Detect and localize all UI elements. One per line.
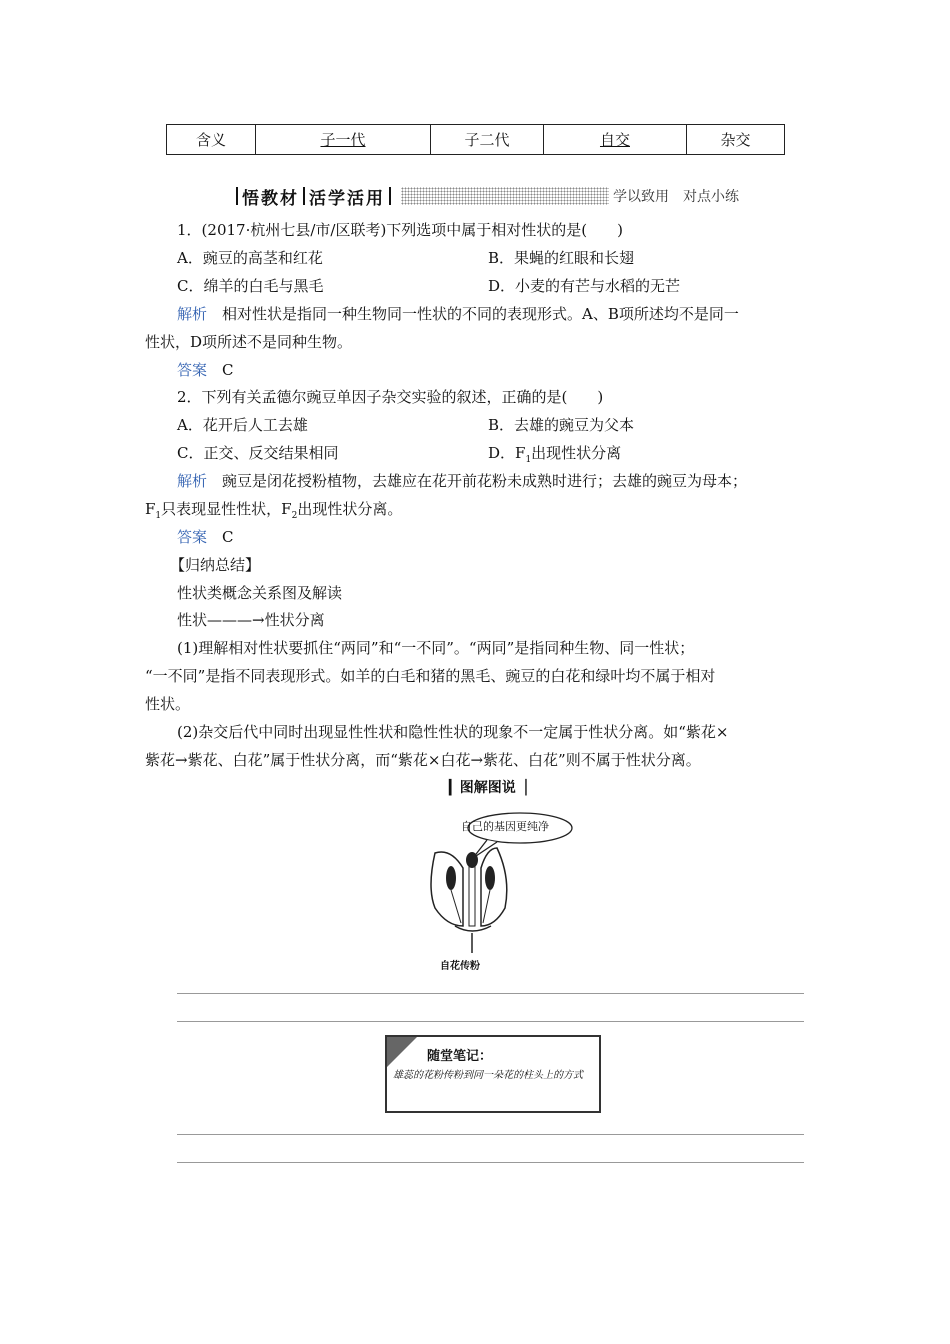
figure-caption: 自花传粉	[440, 961, 480, 972]
section-banner	[232, 185, 743, 207]
q1-option-d: D．小麦的有芒与水稻的无芒	[488, 277, 681, 295]
concept-table	[166, 124, 785, 155]
note-line	[177, 993, 804, 994]
corner-tab	[387, 1037, 417, 1067]
q2-analysis-cont: $F_1$只表现显性性状，$F_2$出现性状分离。	[145, 500, 403, 521]
note-line	[177, 1021, 804, 1022]
speech-bubble-text: 自己的基因更纯净	[461, 820, 549, 833]
q2-option-d: D．$F_1$出现性状分离	[488, 444, 622, 465]
q2-analysis: 解析 豌豆是闭花授粉植物，去雄应在花开前花粉未成熟时进行；去雄的豌豆为母本；	[177, 472, 748, 490]
q1-answer: 答案 C	[177, 361, 234, 379]
banner-right: 活学活用	[309, 188, 385, 209]
table-cell: 子二代	[431, 125, 544, 155]
summary-p1-line2: “一不同”是指不同表现形式。如羊的白毛和猪的黑毛、豌豆的白花和绿叶均不属于相对	[145, 667, 716, 685]
q1-stem: 1．(2017·杭州七县/市/区联考)下列选项中属于相对性状的是( )	[177, 221, 624, 239]
note-line	[177, 1134, 804, 1135]
table-cell: 含义	[167, 125, 256, 155]
table-cell: 子一代	[256, 125, 431, 155]
summary-title: 【归纳总结】	[170, 556, 261, 574]
summary-chain: 性状———→性状分离	[177, 611, 325, 629]
q1-option-c: C．绵羊的白毛与黑毛	[177, 277, 324, 295]
summary-p2: (2)杂交后代中同时出现显性性状和隐性性状的现象不一定属于性状分离。如“紫花×	[177, 723, 729, 741]
figure-header: ▎图解图说▕	[449, 780, 527, 796]
summary-subtitle: 性状类概念关系图及解读	[177, 584, 343, 602]
note-line	[177, 1162, 804, 1163]
q1-analysis: 解析 相对性状是指同一种生物同一性状的不同的表现形式。A、B项所述均不是同一	[177, 305, 739, 323]
banner-tag: 学以致用 对点小练	[609, 186, 743, 206]
summary-p2-line2: 紫花→紫花、白花”属于性状分离，而“紫花×白花→紫花、白花”则不属于性状分离。	[145, 751, 701, 769]
notes-title: 随堂笔记：	[427, 1049, 493, 1064]
q2-option-b: B．去雄的豌豆为父本	[488, 416, 635, 434]
banner-left: 悟教材	[242, 188, 299, 209]
class-notes-box	[385, 1035, 601, 1113]
q2-option-c: C．正交、反交结果相同	[177, 444, 339, 462]
q2-option-a: A．花开后人工去雄	[177, 416, 308, 434]
table-cell: 自交	[544, 125, 687, 155]
q2-stem: 2．下列有关孟德尔豌豆单因子杂交实验的叙述，正确的是( )	[177, 388, 604, 406]
summary-p1: (1)理解相对性状要抓住“两同”和“一不同”。“两同”是指同种生物、同一性状；	[177, 639, 695, 657]
q1-option-a: A．豌豆的高茎和红花	[177, 249, 323, 267]
summary-p1-line3: 性状。	[145, 695, 191, 713]
notes-body: 雄蕊的花粉传粉到同一朵花的柱头上的方式	[393, 1070, 583, 1081]
q1-option-b: B．果蝇的红眼和长翅	[488, 249, 635, 267]
q1-analysis-cont: 性状，D项所述不是同种生物。	[145, 333, 353, 351]
table-cell: 杂交	[687, 125, 785, 155]
q2-answer: 答案 C	[177, 528, 234, 546]
